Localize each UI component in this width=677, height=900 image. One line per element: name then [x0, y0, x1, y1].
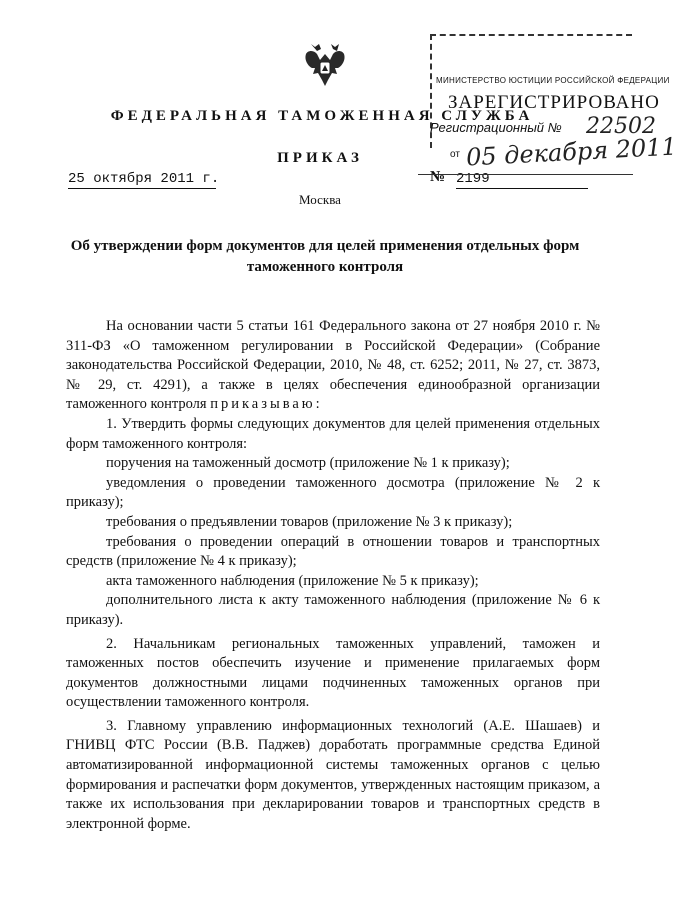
stamp-date-prefix: от — [450, 149, 460, 160]
stamp-reg-date: 05 декабря 2011 — [465, 132, 677, 172]
order-date: 25 октября 2011 г. — [68, 171, 220, 187]
stamp-reg-number: 22502 — [586, 114, 656, 139]
document-title: Об утверждении форм документов для целей применения отдельных форм таможенного контроля — [70, 238, 580, 275]
order-number-label: № — [430, 169, 446, 185]
order-word: приказываю: — [210, 396, 323, 413]
stamp-ministry: МИНИСТЕРСТВО ЮСТИЦИИ РОССИЙСКОЙ ФЕДЕРАЦИИ — [436, 76, 670, 85]
paragraph-3: 3. Главному управлению информационных технологий (А.Е. Шашаев) и ГНИВЦ ФТС России (В.В. Паджев) доработать программные средства Единой автоматизированной информационной системы таможенных органов с целью формирования и распечатки форм документов, утвержденных настоящим приказом, а также их использования при декларировании товаров и транспортных средств в электронной форме. — [66, 717, 600, 832]
document-type: ПРИКАЗ — [277, 150, 363, 166]
paragraph-2: 2. Начальникам региональных таможенных управлений, таможен и таможенных постов обеспечить изучение и применение прилагаемых форм документов должностными лицами подчиненных таможенных органов при осуществлении таможенного контроля. — [66, 635, 600, 711]
organization-name: ФЕДЕРАЛЬНАЯ ТАМОЖЕННАЯ СЛУЖБА — [110, 108, 534, 124]
intro-text: На основании части 5 статьи 161 Федерального закона от 27 ноября 2010 г. № 311-ФЗ «О таможенном регулировании в Российской Федерации» (Собрание законодательства Российской Федерации, 2010, № 48, ст. 6252; 2011, № 27, ст. 3873, № 29, ст. 4291), а также в целях обеспечения единообразной организации таможенного контроля — [66, 318, 600, 413]
stamp-reg-number-label: Регистрационный № — [430, 120, 562, 135]
list-item: уведомления о проведении таможенного досмотра (приложение № 2 к приказу); — [66, 474, 600, 511]
stamp-underline — [418, 174, 633, 175]
list-item: поручения на таможенный досмотр (приложение № 1 к приказу); — [106, 455, 510, 472]
city: Москва — [299, 192, 341, 207]
list-item: требования о предъявлении товаров (приложение № 3 к приказу); — [106, 513, 513, 530]
list-item: дополнительного листа к акту таможенного наблюдения (приложение № 6 к приказу). — [66, 592, 600, 628]
list-item: акта таможенного наблюдения (приложение № 5 к приказу); — [106, 572, 479, 589]
list-item: требования о проведении операций в отношении товаров и транспортных средств (приложение № 4 к приказу); — [66, 533, 600, 570]
paragraph-1: 1. Утвердить формы следующих документов для целей применения отдельных форм таможенного контроля: — [66, 415, 600, 452]
document-body — [66, 317, 600, 834]
stamp-registered: ЗАРЕГИСТРИРОВАНО — [448, 92, 660, 113]
coat-of-arms-icon — [302, 40, 348, 90]
intro-paragraph — [66, 317, 600, 415]
order-number: 2199 — [456, 171, 588, 189]
registration-stamp — [418, 34, 677, 174]
